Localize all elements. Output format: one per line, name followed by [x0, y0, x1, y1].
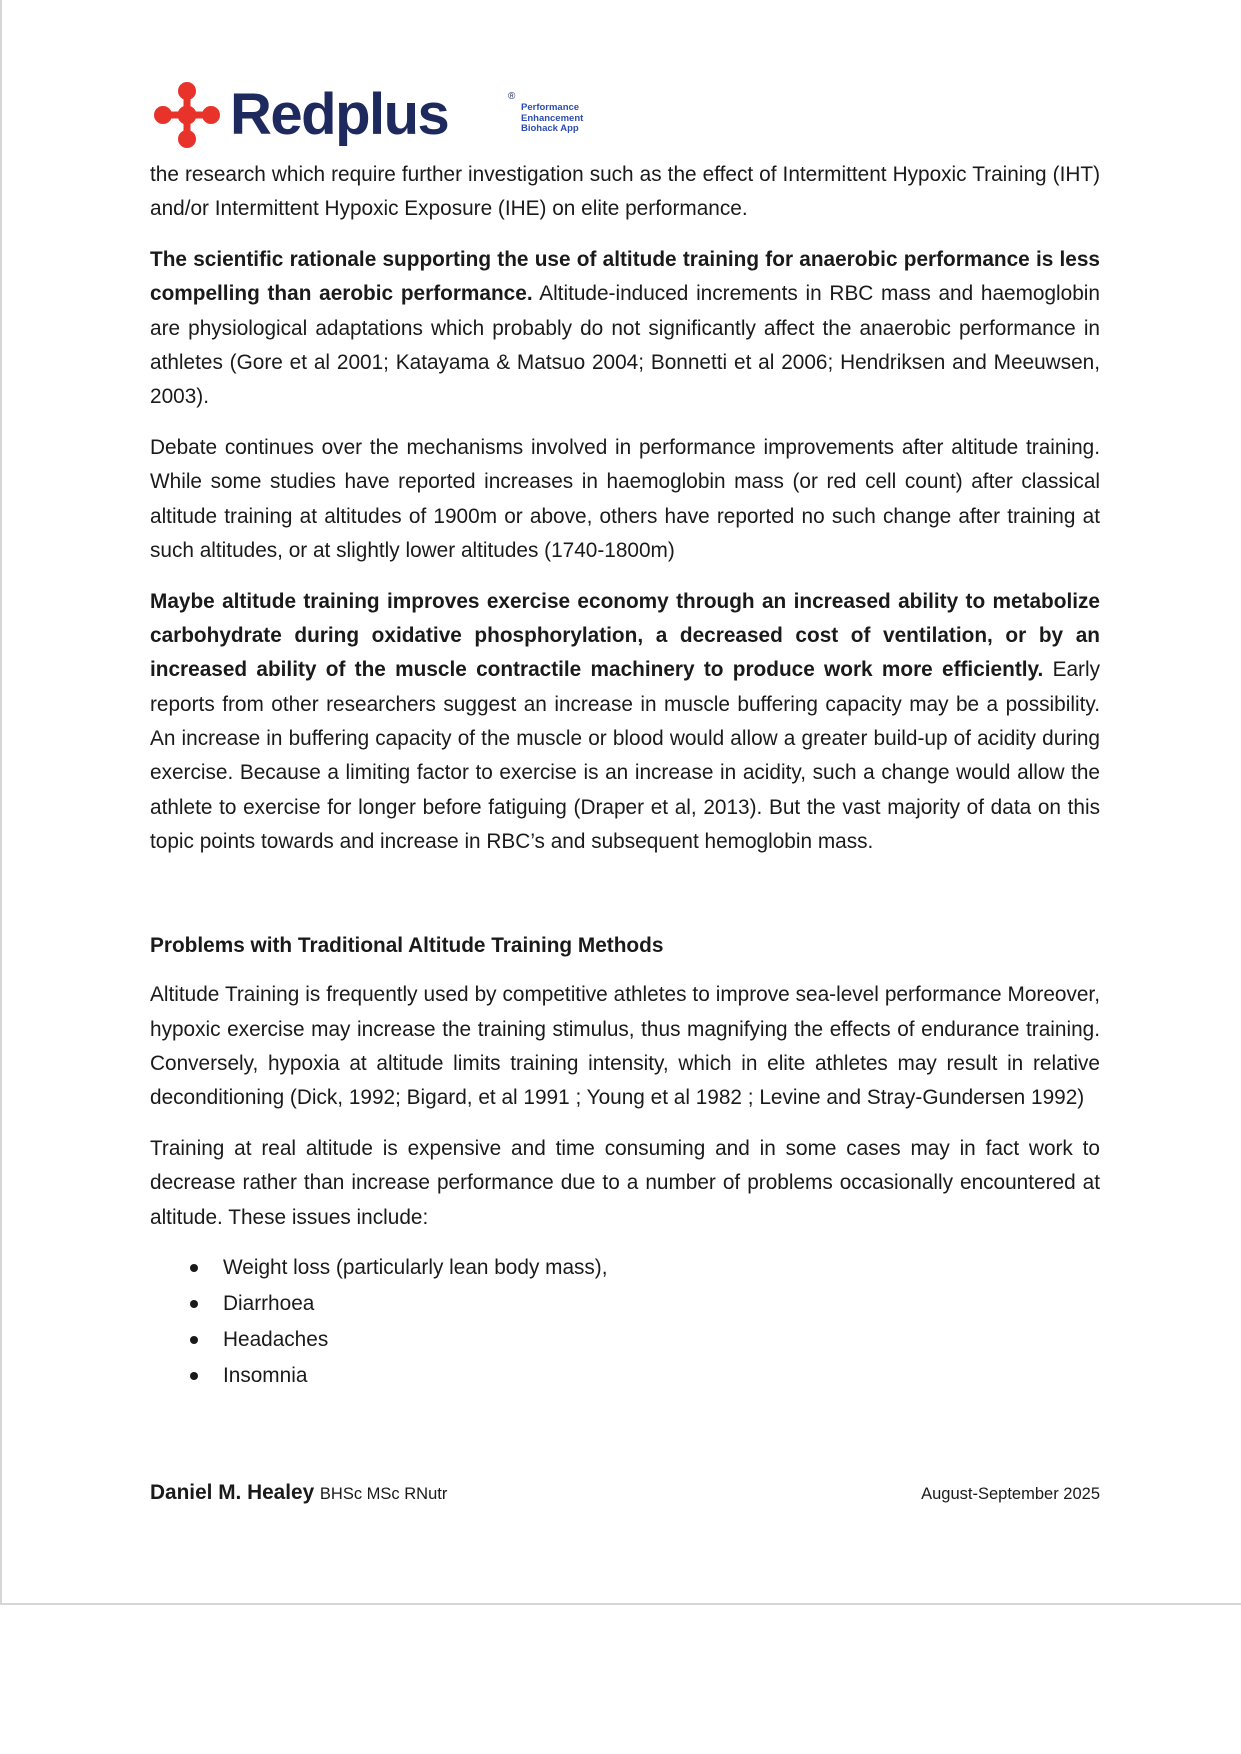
redplus-logo-mark-icon	[154, 82, 220, 148]
paragraph-text: Altitude-induced increments in RBC mass and haemoglobin are physiological adaptations which probably do not significantly affect the anaerobic performance in athletes (Gore et al 2001; Katayama & Matsuo 2004; Bonnetti et al 2006; Hendriksen and Meeuwsen, 2003).	[150, 282, 1100, 409]
bullet-icon	[190, 1300, 198, 1308]
paragraph-mechanisms-debate: Debate continues over the mechanisms involved in performance improvements after altitude training. While some studies have reported increases in haemoglobin mass (or red cell count) after classical altitude training at altitudes of 1900m or above, others have reported no such change after training at such altitudes, or at slightly lower altitudes (1740-1800m)	[150, 436, 1100, 562]
page-footer	[150, 1475, 1100, 1511]
list-item	[150, 1286, 1100, 1322]
bullet-icon	[190, 1264, 198, 1272]
paragraph-real-altitude-issues: Training at real altitude is expensive and time consuming and in some cases may in fact work to decrease rather than increase performance due to a number of problems occasionally encountered at altitude. These issues include:	[150, 1137, 1100, 1229]
paragraph-anaerobic-rationale	[150, 243, 1100, 414]
logo-registered-mark: ®	[508, 91, 516, 102]
bullet-icon	[190, 1336, 198, 1344]
logo-tagline	[521, 103, 583, 135]
logo-wordmark: Redplus	[230, 82, 449, 147]
paragraph-bold-lead: Maybe altitude training improves exercise economy through an increased ability to metabolize carbohydrate during oxidative phosphorylation, a decreased cost of ventilation, or by an increased ability of the muscle contractile machinery to produce work more efficiently.	[150, 589, 1100, 682]
list-item-text: Insomnia	[223, 1363, 308, 1387]
logo-tagline-line: Enhancement	[521, 112, 584, 124]
document-body	[150, 158, 1100, 1394]
redplus-logo	[154, 82, 584, 148]
paragraph-exercise-economy	[150, 585, 1100, 859]
paragraph-altitude-training-use: Altitude Training is frequently used by competitive athletes to improve sea-level performance Moreover, hypoxic exercise may increase the training stimulus, thus magnifying the effects of endurance training. Conversely, hypoxia at altitude limits training intensity, which in elite athletes may result in relative deconditioning (Dick, 1992; Bigard, et al 1991 ; Young et al 1982 ; Levine and Stray-Gundersen 1992)	[150, 983, 1100, 1110]
paragraph-research-continuation: the research which require further investigation such as the effect of Intermittent Hypoxic Training (IHT) and/or Intermittent Hypoxic Exposure (IHE) on elite performance.	[150, 163, 1100, 221]
bullet-icon	[190, 1372, 198, 1380]
list-item	[150, 1322, 1100, 1358]
author-name: Daniel M. Healey	[150, 1481, 315, 1504]
paragraph-bold-lead: The scientific rationale supporting the use of altitude training for anaerobic performance is less compelling than aerobic performance.	[150, 248, 1100, 306]
list-item	[150, 1250, 1100, 1286]
list-item-text: Diarrhoea	[223, 1291, 315, 1315]
list-item	[150, 1358, 1100, 1394]
paragraph-text: Early reports from other researchers suggest an increase in muscle buffering capacity may be a possibility. An increase in buffering capacity of the muscle or blood would allow a greater build-up of acidity during exercise. Because a limiting factor to exercise is an increase in acidity, such a change would allow the athlete to exercise for longer before fatiguing (Draper et al, 2013). But the vast majority of data on this topic points towards and increase in RBC’s and subsequent hemoglobin mass.	[150, 658, 1100, 853]
author-signature	[150, 1481, 447, 1505]
logo-tagline-line: Biohack App	[521, 123, 579, 134]
publication-date: August-September 2025	[921, 1485, 1100, 1503]
issues-list	[150, 1250, 1100, 1394]
list-item-text: Headaches	[223, 1327, 329, 1351]
author-credentials: BHSc MSc RNutr	[319, 1485, 448, 1503]
section-heading: Problems with Traditional Altitude Training Methods	[150, 934, 664, 958]
list-item-text: Weight loss (particularly lean body mass),	[223, 1255, 608, 1279]
logo-tagline-line: Performance	[521, 102, 580, 113]
